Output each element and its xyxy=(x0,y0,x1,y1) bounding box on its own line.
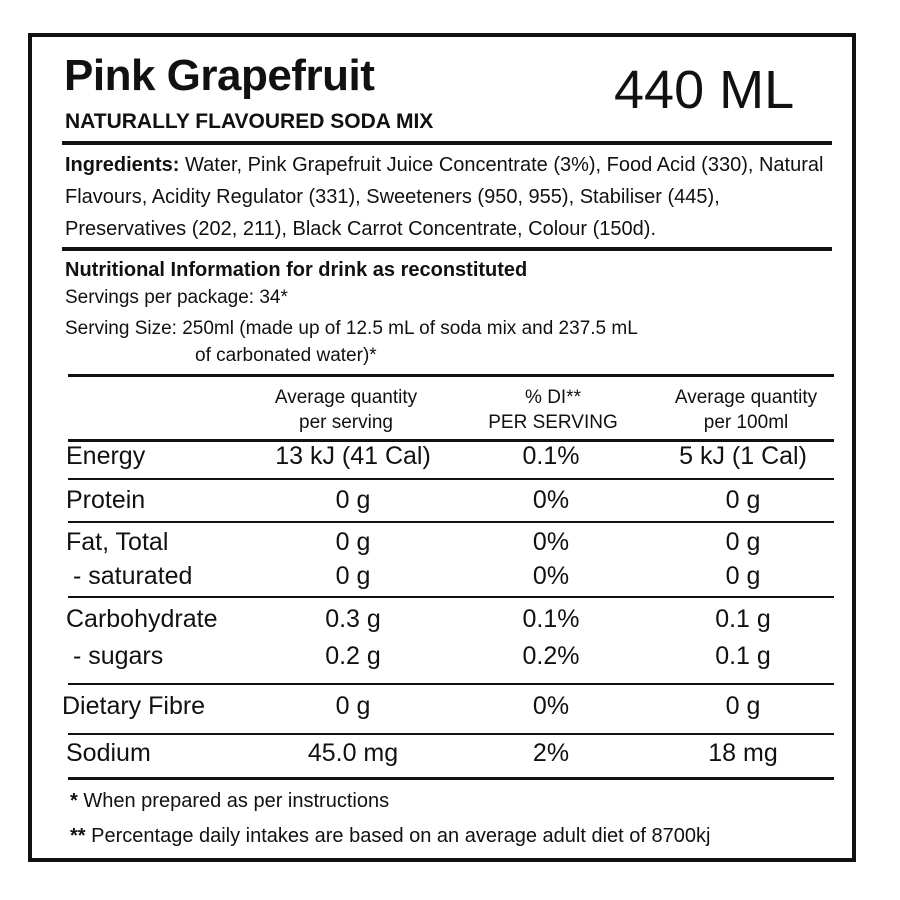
row-sugars-per-serving: 0.2 g xyxy=(325,642,381,670)
row-carbohydrate-di: 0.1% xyxy=(522,605,580,633)
row-protein-per-serving: 0 g xyxy=(335,486,371,514)
row-protein-name: Protein xyxy=(66,486,146,514)
table-top-rule xyxy=(68,374,834,377)
row-sodium-name: Sodium xyxy=(66,739,151,767)
col-header-per-100ml-line2: per 100ml xyxy=(703,412,789,433)
row-sugars-di: 0.2% xyxy=(522,642,580,670)
row-fibre-name: Dietary Fibre xyxy=(62,692,206,720)
divider-top xyxy=(62,141,832,145)
col-header-per-serving xyxy=(246,385,446,435)
product-volume: 440 ML xyxy=(614,60,795,120)
row-sodium-per-100ml: 18 mg xyxy=(708,739,778,767)
ingredients-text: Water, Pink Grapefruit Juice Concentrate (3%), Food Acid (330), Natural Flavours, Acidity Regulator (331), Sweeteners (950, 955), Stabiliser (445), Preservatives (202, 211), Black Carrot Concentrate, Colour (150d). xyxy=(65,154,824,240)
row-sugars-name: - sugars xyxy=(66,642,164,670)
col-header-per-serving-line1: Average quantity xyxy=(274,387,418,408)
row-fat-di: 0% xyxy=(532,528,570,556)
row-carbohydrate-name: Carbohydrate xyxy=(66,605,218,633)
row-divider xyxy=(68,683,834,685)
ingredients-block xyxy=(65,149,835,245)
row-protein-di: 0% xyxy=(532,486,570,514)
row-divider xyxy=(68,733,834,735)
row-divider xyxy=(68,478,834,480)
col-header-per-100ml-line1: Average quantity xyxy=(674,387,818,408)
col-header-per-100ml xyxy=(646,385,846,435)
footnote-prepared-mark: * xyxy=(70,790,78,812)
row-fat-per-serving: 0 g xyxy=(335,528,371,556)
row-protein-per-100ml: 0 g xyxy=(725,486,761,514)
product-subtitle: NATURALLY FLAVOURED SODA MIX xyxy=(65,110,434,133)
row-fat-name: Fat, Total xyxy=(66,528,169,556)
row-fat-per-100ml: 0 g xyxy=(725,528,761,556)
row-divider xyxy=(68,521,834,523)
divider-ingredients xyxy=(62,247,832,251)
footnote-di-mark: ** xyxy=(70,825,86,847)
row-saturated-per-serving: 0 g xyxy=(335,562,371,590)
row-carbohydrate-per-100ml: 0.1 g xyxy=(715,605,771,633)
row-energy-per-100ml: 5 kJ (1 Cal) xyxy=(679,442,807,470)
row-energy-di: 0.1% xyxy=(522,442,580,470)
table-bottom-rule xyxy=(68,777,834,780)
footnote-prepared-text: When prepared as per instructions xyxy=(83,790,390,812)
ingredients-label: Ingredients: xyxy=(65,154,180,176)
row-saturated-per-100ml: 0 g xyxy=(725,562,761,590)
row-sodium-di: 2% xyxy=(532,739,570,767)
row-sugars-per-100ml: 0.1 g xyxy=(715,642,771,670)
servings-per-package: Servings per package: 34* xyxy=(65,287,288,308)
serving-size: Serving Size: 250ml (made up of 12.5 mL of soda mix and 237.5 mL xyxy=(65,318,638,339)
nutrition-label xyxy=(28,33,856,862)
footnote-di xyxy=(70,825,710,848)
serving-size-continued: of carbonated water)* xyxy=(195,345,377,366)
col-header-per-serving-line2: per serving xyxy=(299,412,393,433)
footnote-di-text: Percentage daily intakes are based on an average adult diet of 8700kj xyxy=(91,825,711,847)
col-header-di-line2: PER SERVING xyxy=(488,412,618,433)
row-divider xyxy=(68,596,834,598)
row-energy-name: Energy xyxy=(66,442,146,470)
row-saturated-name: - saturated xyxy=(66,562,193,590)
row-saturated-di: 0% xyxy=(532,562,570,590)
row-sodium-per-serving: 45.0 mg xyxy=(307,739,399,767)
nutrition-heading: Nutritional Information for drink as reconstituted xyxy=(65,259,528,281)
product-title: Pink Grapefruit xyxy=(64,51,375,100)
row-fibre-di: 0% xyxy=(532,692,570,720)
row-energy-per-serving: 13 kJ (41 Cal) xyxy=(275,442,431,470)
row-fibre-per-serving: 0 g xyxy=(335,692,371,720)
col-header-di-line1: % DI** xyxy=(525,387,581,408)
row-fibre-per-100ml: 0 g xyxy=(725,692,761,720)
col-header-di xyxy=(458,385,648,435)
footnote-prepared xyxy=(70,790,389,813)
row-carbohydrate-per-serving: 0.3 g xyxy=(325,605,381,633)
